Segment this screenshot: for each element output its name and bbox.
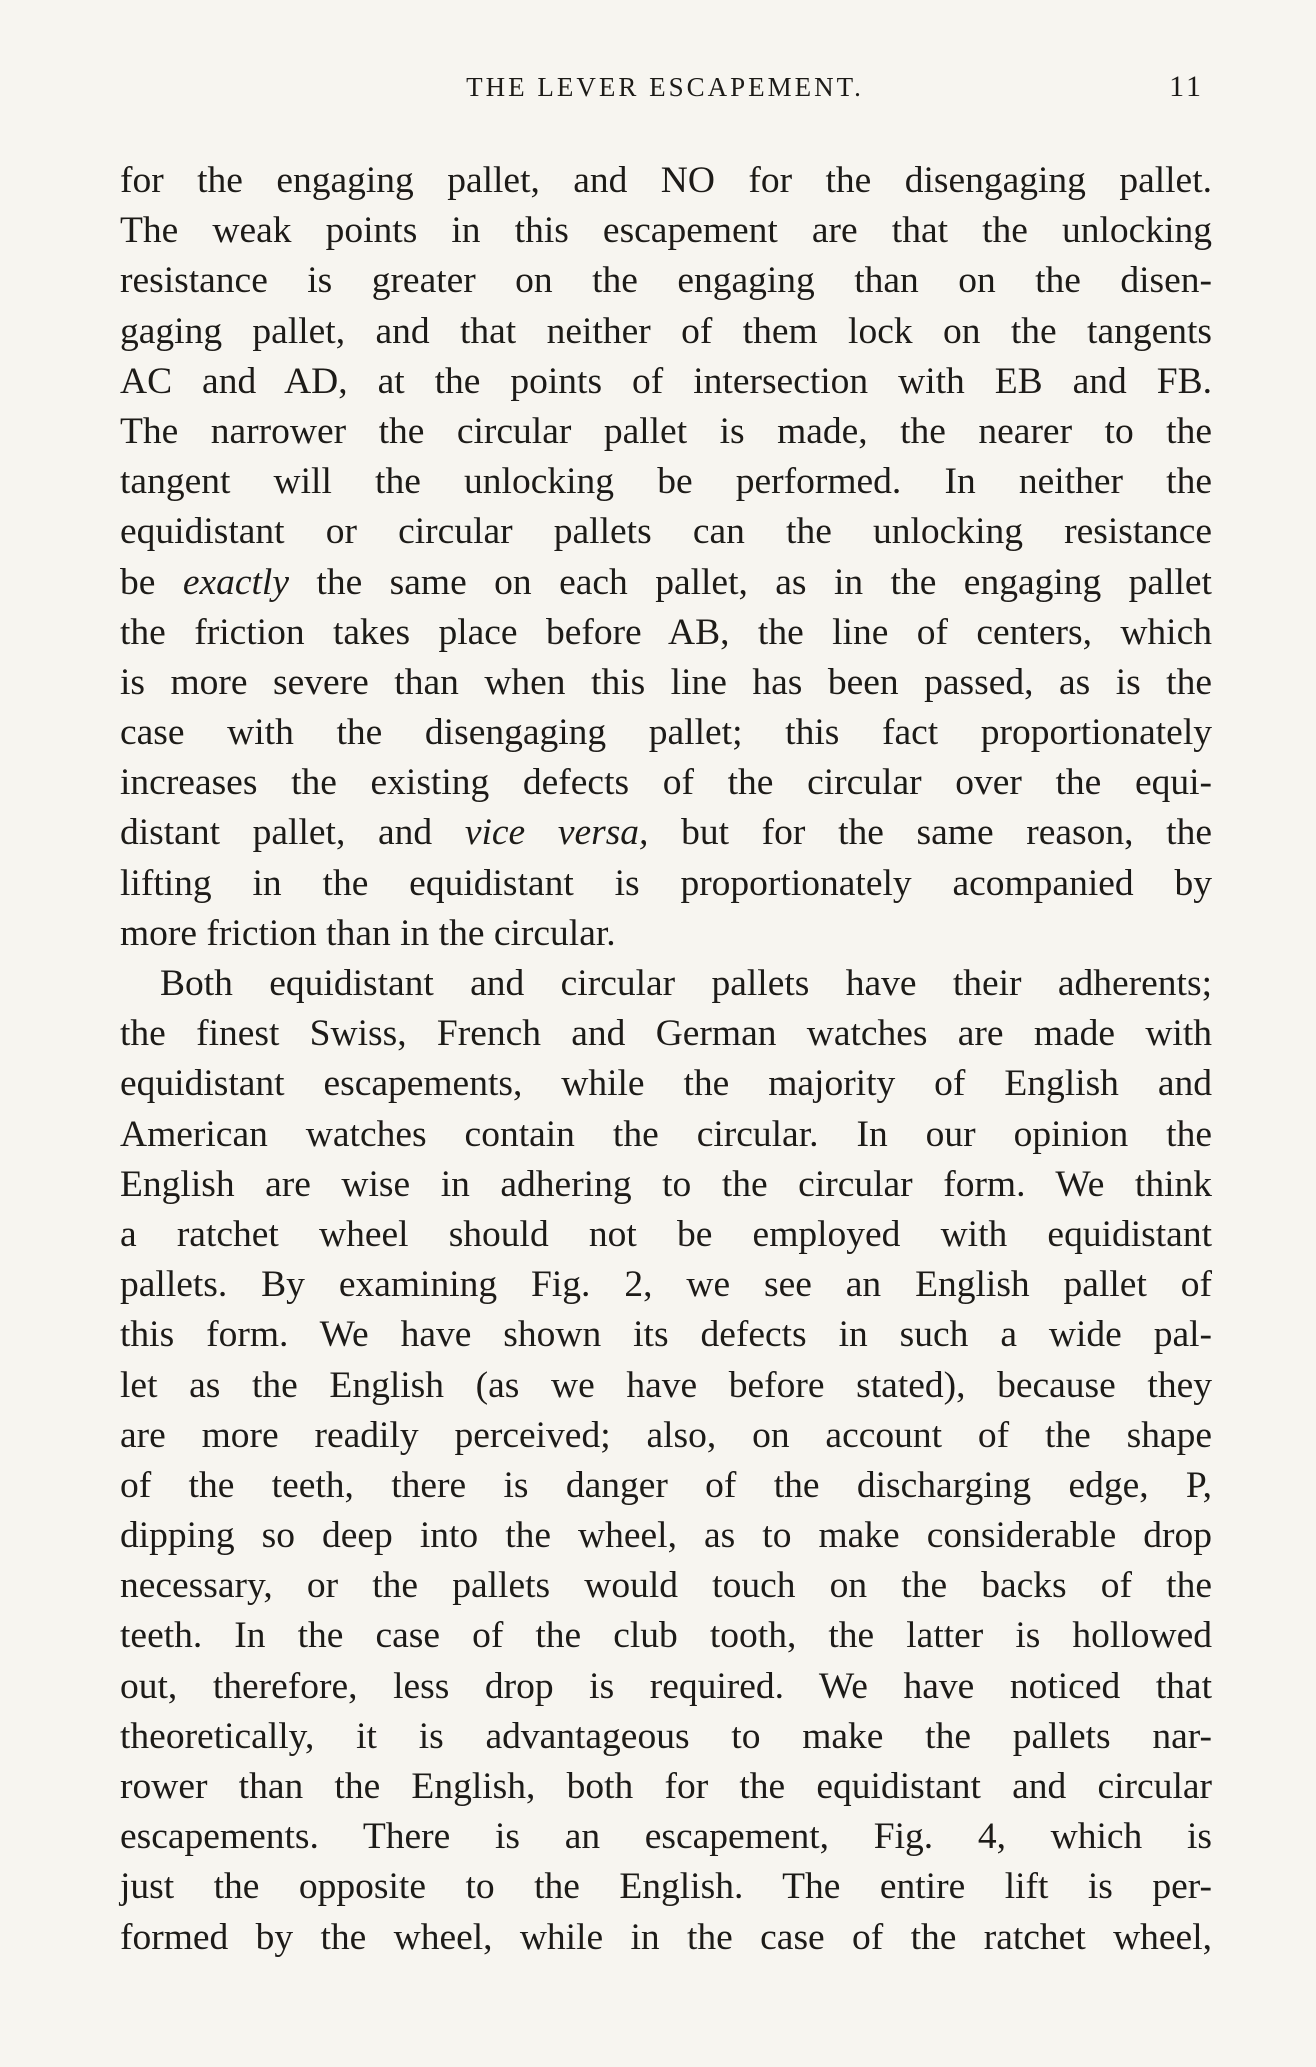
body-text (120, 156, 1212, 1963)
text-line: just the opposite to the English. The entire lift is per- (120, 1866, 1212, 1908)
text-line: let as the English (as we have before stated), because they (120, 1364, 1212, 1406)
text-line: The narrower the circular pallet is made, the nearer to the (120, 410, 1212, 452)
text-line: The weak points in this escapement are that the unlocking (120, 210, 1212, 252)
text-line: AC and AD, at the points of intersection with EB and FB. (120, 360, 1212, 402)
text-line: a ratchet wheel should not be employed with equidistant (120, 1213, 1212, 1255)
italic-emphasis: exactly (182, 561, 289, 603)
text-line: lifting in the equidistant is proportionately acompanied by (120, 862, 1212, 904)
text-line: tangent will the unlocking be performed. In neither the (120, 461, 1212, 503)
text-line: Both equidistant and circular pallets have their adherents; (160, 963, 1212, 1004)
text-line: resistance is greater on the engaging than on the disen- (120, 260, 1212, 302)
text-line: theoretically, it is advantageous to make the pallets nar- (120, 1715, 1212, 1757)
text-line: dipping so deep into the wheel, as to make considerable drop (120, 1515, 1212, 1557)
text-line: equidistant or circular pallets can the unlocking resistance (120, 511, 1212, 553)
text-line: of the teeth, there is danger of the discharging edge, P, (120, 1464, 1212, 1506)
text-line: escapements. There is an escapement, Fig. 4, which is (120, 1816, 1212, 1858)
italic-emphasis: vice versa, (464, 812, 649, 854)
text-line: out, therefore, less drop is required. We have noticed that (120, 1665, 1212, 1707)
text-segment: distant pallet, and (120, 812, 465, 854)
text-line: are more readily perceived; also, on account of the shape (120, 1414, 1212, 1456)
running-title: THE LEVER ESCAPEMENT. (466, 72, 864, 102)
text-line: necessary, or the pallets would touch on the backs of the (120, 1565, 1212, 1607)
text-line: equidistant escapements, while the majority of English and (120, 1063, 1212, 1105)
text-segment: the same on each pallet, as in the engaging pallet (289, 561, 1212, 603)
running-header (120, 72, 1210, 112)
text-line: rower than the English, both for the equidistant and circular (120, 1766, 1212, 1807)
text-line (120, 558, 1212, 608)
text-line: the finest Swiss, French and German watches are made with (120, 1013, 1212, 1055)
text-line: increases the existing defects of the circular over the equi- (120, 762, 1212, 804)
text-segment: but for the same reason, the (648, 812, 1212, 854)
text-segment: be (120, 561, 183, 603)
text-line: American watches contain the circular. In our opinion the (120, 1113, 1212, 1155)
text-line: pallets. By examining Fig. 2, we see an English pallet of (120, 1264, 1212, 1306)
text-line: more friction than in the circular. (120, 912, 616, 954)
text-line: English are wise in adhering to the circular form. We think (120, 1163, 1212, 1205)
text-line: for the engaging pallet, and NO for the disengaging pallet. (120, 160, 1212, 201)
text-line: formed by the wheel, while in the case of the ratchet wheel, (120, 1916, 1212, 1958)
text-line: the friction takes place before AB, the line of centers, which (120, 611, 1212, 653)
text-line: this form. We have shown its defects in such a wide pal- (120, 1314, 1212, 1356)
text-line: is more severe than when this line has been passed, as is the (120, 661, 1212, 703)
text-line: case with the disengaging pallet; this fact proportionately (120, 712, 1212, 754)
text-line: gaging pallet, and that neither of them lock on the tangents (120, 310, 1212, 352)
text-line (120, 808, 1212, 858)
text-line: teeth. In the case of the club tooth, the latter is hollowed (120, 1615, 1212, 1657)
page-number: 11 (1169, 70, 1204, 103)
